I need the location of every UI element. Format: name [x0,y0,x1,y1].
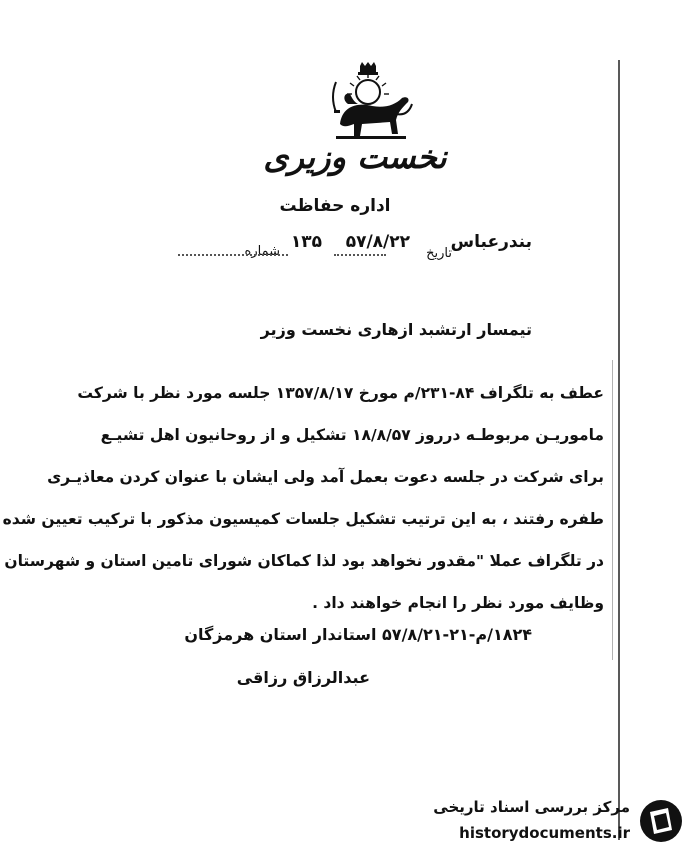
lion-and-sun-emblem-icon [322,62,414,142]
dotted-line [178,252,288,256]
reference-line: ۱۸۲۴/م-۲۱-۵۷/۸/۲۱ استاندار استان هرمزگان [184,625,532,644]
page-edge-line-faint [612,360,613,660]
body-line: برای شرکت در جلسه دعوت بعمل آمد ولی ایشان با عنوان کردن معاذیـری [47,468,604,486]
page-edge-line [618,60,620,840]
body-line: وظایف مورد نظر را انجام خواهند داد . [312,594,604,612]
dotted-line [334,252,386,256]
letter-number: ۱۳۵ [290,232,322,252]
letter-body [2,372,604,624]
watermark-title: مرکز بررسی اسناد تاریخی [433,798,630,816]
number-label: شماره [244,244,280,259]
letterhead-title: نخست وزیری [263,138,447,176]
date-value: ۵۷/۸/۲۲ [345,232,410,252]
body-line: طفره رفتند ، به این ترتیب تشکیل جلسات کمیسیون مذکور با ترکیب تعیین شده [2,510,604,528]
body-line: در تلگراف عملا "مقدور نخواهد بود لذا کماکان شورای تامین استان و شهرستان [4,552,604,570]
department-name: اداره حفاظت [279,196,391,216]
watermark-url[interactable]: historydocuments.ir [459,824,630,842]
archive-logo-icon [638,798,684,844]
date-label: تاریخ [426,246,452,261]
city-name: بندرعباس [450,232,532,252]
addressee: تیمسار ارتشبد ازهاری نخست وزیر [260,320,532,339]
body-line: ماموریـن مربوطـه درروز ۱۸/۸/۵۷ تشکیل و از روحانیون اهل تشیـع [100,426,604,444]
body-line: عطف به تلگراف ۸۴-۲۳۱/م مورخ ۱۳۵۷/۸/۱۷ جلسه مورد نظر با شرکت [77,384,604,402]
archive-watermark [420,792,690,854]
signatory-name: عبدالرزاق رزاقی [236,668,370,687]
